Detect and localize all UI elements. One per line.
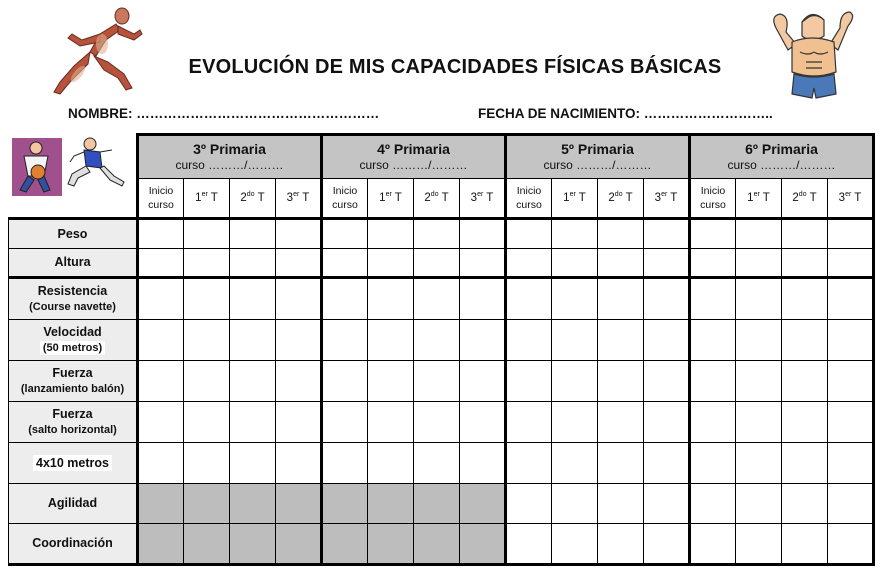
subheader-t: T [759, 191, 770, 204]
entry-cell [460, 524, 506, 565]
subheader-t: T [667, 191, 678, 204]
entry-cell[interactable] [230, 219, 276, 249]
subheader-number: 1 [563, 191, 570, 204]
row-fuerza-salto [9, 402, 874, 443]
entry-cell[interactable] [552, 219, 598, 249]
entry-cell[interactable] [690, 443, 736, 484]
entry-cell[interactable] [598, 219, 644, 249]
subheader-number: 1 [195, 191, 202, 204]
entry-cell[interactable] [552, 361, 598, 402]
entry-cell[interactable] [184, 278, 230, 320]
entry-cell[interactable] [460, 320, 506, 361]
subheader-inicio-curso [322, 179, 368, 219]
entry-cell[interactable] [690, 278, 736, 320]
entry-cell[interactable] [598, 443, 644, 484]
entry-cell[interactable] [322, 249, 368, 278]
grade-curso: curso ………/……… [727, 158, 836, 173]
entry-cell[interactable] [276, 402, 322, 443]
entry-cell[interactable] [690, 524, 736, 565]
subheader-ordinal: er [477, 190, 484, 198]
entry-cell [322, 484, 368, 524]
blank-corner-2 [9, 179, 138, 219]
subheader-text: curso [700, 199, 726, 211]
tracking-table [8, 133, 875, 566]
strongman-illustration [762, 8, 862, 102]
label-main: Resistencia [37, 284, 108, 299]
birthdate-field: FECHA DE NACIMIENTO: ……………………….. [478, 106, 773, 121]
subheader-t: T [391, 191, 402, 204]
entry-cell[interactable] [506, 320, 552, 361]
entry-cell[interactable] [690, 219, 736, 249]
entry-cell[interactable] [782, 278, 828, 320]
entry-cell [276, 524, 322, 565]
entry-cell[interactable] [138, 320, 184, 361]
subheader-t: T [575, 191, 586, 204]
subheader-t: T [483, 191, 494, 204]
entry-cell[interactable] [690, 361, 736, 402]
subheader-t: T [438, 191, 449, 204]
entry-cell [414, 524, 460, 565]
entry-cell[interactable] [782, 249, 828, 278]
entry-cell[interactable] [138, 443, 184, 484]
entry-cell[interactable] [690, 484, 736, 524]
entry-cell[interactable] [322, 219, 368, 249]
row-altura [9, 249, 874, 278]
entry-cell[interactable] [644, 278, 690, 320]
runner-anatomy-illustration [30, 4, 145, 100]
entry-cell [138, 524, 184, 565]
subheader-text: curso [516, 199, 542, 211]
row-fuerza-lanzamiento [9, 361, 874, 402]
entry-cell[interactable] [322, 402, 368, 443]
entry-cell [276, 484, 322, 524]
row-resistencia [9, 278, 874, 320]
row-agilidad [9, 484, 874, 524]
row-coordinacion [9, 524, 874, 565]
subheader-inicio-curso [138, 179, 184, 219]
subheader-number: 2 [240, 191, 247, 204]
grade-name: 5º Primaria [561, 141, 634, 158]
entry-cell [368, 484, 414, 524]
entry-cell[interactable] [460, 219, 506, 249]
entry-cell[interactable] [736, 361, 782, 402]
entry-cell[interactable] [598, 320, 644, 361]
grade-name: 4º Primaria [377, 141, 450, 158]
subheader-t: T [207, 191, 218, 204]
subheader-text: curso [332, 199, 358, 211]
entry-cell[interactable] [322, 443, 368, 484]
subheader-tercer-trimestre [828, 179, 874, 219]
entry-cell [230, 484, 276, 524]
subheader-ordinal: er [385, 190, 392, 198]
grade-name: 3º Primaria [193, 141, 266, 158]
entry-cell[interactable] [506, 484, 552, 524]
entry-cell[interactable] [552, 249, 598, 278]
entry-cell[interactable] [230, 249, 276, 278]
grade-header-3 [138, 135, 322, 179]
row-label-altura: Altura [9, 249, 138, 278]
subheader-ordinal: er [201, 190, 208, 198]
entry-cell[interactable] [690, 249, 736, 278]
entry-cell[interactable] [644, 361, 690, 402]
entry-cell[interactable] [828, 219, 874, 249]
entry-cell[interactable] [230, 443, 276, 484]
grade-curso: curso ………/……… [175, 158, 284, 173]
subheader-inicio-curso [690, 179, 736, 219]
entry-cell[interactable] [506, 219, 552, 249]
subheader-text: Inicio [700, 184, 726, 197]
entry-cell[interactable] [782, 443, 828, 484]
row-label-agilidad: Agilidad [9, 484, 138, 524]
entry-cell[interactable] [460, 361, 506, 402]
subheader-number: 1 [747, 191, 754, 204]
entry-cell[interactable] [414, 219, 460, 249]
entry-cell [184, 484, 230, 524]
entry-cell[interactable] [414, 443, 460, 484]
subheader-number: 3 [654, 191, 662, 204]
entry-cell[interactable] [506, 249, 552, 278]
entry-cell[interactable] [690, 320, 736, 361]
row-label-resistencia [9, 278, 138, 320]
subheader-ordinal: do [246, 190, 255, 198]
subheader-inicio-curso [506, 179, 552, 219]
subheader-ordinal: do [614, 190, 623, 198]
subheader-number: 2 [792, 191, 799, 204]
entry-cell[interactable] [644, 402, 690, 443]
entry-cell[interactable] [184, 402, 230, 443]
row-label-velocidad [9, 320, 138, 361]
entry-cell[interactable] [552, 278, 598, 320]
grade-header-6 [690, 135, 874, 179]
entry-cell[interactable] [368, 402, 414, 443]
entry-cell[interactable] [368, 361, 414, 402]
entry-cell[interactable] [138, 278, 184, 320]
entry-cell[interactable] [368, 219, 414, 249]
entry-cell [460, 484, 506, 524]
row-label-4x10 [9, 443, 138, 484]
subheader-t: T [851, 191, 862, 204]
subheader-number: 3 [286, 191, 294, 204]
subheader-tercer-trimestre [276, 179, 322, 219]
entry-cell[interactable] [782, 524, 828, 565]
subheader-text: Inicio [332, 184, 358, 197]
subheader-primer-trimestre [368, 179, 414, 219]
label-main: 4x10 metros [33, 455, 112, 471]
entry-cell[interactable] [828, 402, 874, 443]
entry-cell [414, 484, 460, 524]
label-main: Fuerza [52, 407, 93, 422]
entry-cell[interactable] [828, 443, 874, 484]
entry-cell[interactable] [552, 320, 598, 361]
subheader-ordinal: do [798, 190, 807, 198]
entry-cell[interactable] [138, 249, 184, 278]
entry-cell [322, 524, 368, 565]
entry-cell[interactable] [276, 320, 322, 361]
entry-cell[interactable] [322, 278, 368, 320]
entry-cell[interactable] [322, 320, 368, 361]
entry-cell[interactable] [276, 219, 322, 249]
entry-cell[interactable] [644, 524, 690, 565]
label-main: Velocidad [43, 325, 102, 340]
entry-cell[interactable] [644, 484, 690, 524]
row-4x10 [9, 443, 874, 484]
subheader-ordinal: er [569, 190, 576, 198]
subheader-ordinal: er [661, 190, 668, 198]
entry-cell[interactable] [782, 484, 828, 524]
entry-cell[interactable] [230, 361, 276, 402]
entry-cell[interactable] [276, 249, 322, 278]
entry-cell [368, 524, 414, 565]
label-sub: (salto horizontal) [28, 424, 117, 437]
page-title: EVOLUCIÓN DE MIS CAPACIDADES FÍSICAS BÁSICAS [188, 56, 722, 78]
subheader-segundo-trimestre [414, 179, 460, 219]
entry-cell[interactable] [506, 278, 552, 320]
entry-cell[interactable] [552, 443, 598, 484]
subheader-segundo-trimestre [598, 179, 644, 219]
entry-cell[interactable] [598, 249, 644, 278]
entry-cell[interactable] [736, 524, 782, 565]
entry-cell[interactable] [184, 249, 230, 278]
subheader-number: 3 [470, 191, 478, 204]
entry-cell[interactable] [184, 443, 230, 484]
entry-cell[interactable] [690, 402, 736, 443]
grade-name: 6º Primaria [745, 141, 818, 158]
entry-cell[interactable] [138, 361, 184, 402]
grade-header-4 [322, 135, 506, 179]
row-label-peso: Peso [9, 219, 138, 249]
subheader-segundo-trimestre [230, 179, 276, 219]
entry-cell[interactable] [368, 320, 414, 361]
entry-cell[interactable] [276, 361, 322, 402]
grade-header-5 [506, 135, 690, 179]
subheader-primer-trimestre [552, 179, 598, 219]
entry-cell[interactable] [598, 278, 644, 320]
entry-cell[interactable] [414, 278, 460, 320]
entry-cell[interactable] [460, 443, 506, 484]
entry-cell[interactable] [368, 278, 414, 320]
entry-cell[interactable] [368, 249, 414, 278]
grade-curso: curso ………/……… [543, 158, 652, 173]
entry-cell[interactable] [184, 219, 230, 249]
entry-cell[interactable] [782, 219, 828, 249]
entry-cell[interactable] [736, 443, 782, 484]
entry-cell[interactable] [782, 361, 828, 402]
entry-cell[interactable] [276, 278, 322, 320]
entry-cell[interactable] [138, 402, 184, 443]
label-sub: (lanzamiento balón) [20, 383, 125, 396]
subheader-t: T [806, 191, 817, 204]
entry-cell[interactable] [736, 219, 782, 249]
entry-cell[interactable] [552, 524, 598, 565]
row-velocidad [9, 320, 874, 361]
subheader-text: curso [148, 199, 174, 211]
entry-cell[interactable] [414, 402, 460, 443]
subheader-tercer-trimestre [460, 179, 506, 219]
subheader-primer-trimestre [184, 179, 230, 219]
subheader-t: T [299, 191, 310, 204]
entry-cell[interactable] [552, 402, 598, 443]
subheader-ordinal: er [293, 190, 300, 198]
entry-cell[interactable] [138, 219, 184, 249]
entry-cell[interactable] [828, 361, 874, 402]
subheader-text: Inicio [148, 184, 174, 197]
subheader-number: 3 [838, 191, 846, 204]
entry-cell [230, 524, 276, 565]
blank-corner [9, 135, 138, 179]
grade-curso: curso ………/……… [359, 158, 468, 173]
entry-cell[interactable] [506, 524, 552, 565]
entry-cell[interactable] [414, 249, 460, 278]
entry-cell[interactable] [736, 249, 782, 278]
entry-cell[interactable] [414, 320, 460, 361]
entry-cell[interactable] [322, 361, 368, 402]
entry-cell[interactable] [644, 320, 690, 361]
entry-cell[interactable] [736, 278, 782, 320]
subheader-number: 2 [424, 191, 431, 204]
entry-cell[interactable] [736, 484, 782, 524]
entry-cell[interactable] [644, 219, 690, 249]
entry-cell[interactable] [828, 484, 874, 524]
entry-cell[interactable] [736, 402, 782, 443]
subheader-t: T [254, 191, 265, 204]
name-field: NOMBRE: ……………………………………………… [68, 106, 380, 121]
entry-cell[interactable] [828, 320, 874, 361]
entry-cell[interactable] [782, 402, 828, 443]
entry-cell[interactable] [828, 249, 874, 278]
entry-cell[interactable] [736, 320, 782, 361]
entry-cell[interactable] [460, 278, 506, 320]
subheader-tercer-trimestre [644, 179, 690, 219]
entry-cell[interactable] [506, 361, 552, 402]
entry-cell[interactable] [184, 320, 230, 361]
entry-cell[interactable] [644, 443, 690, 484]
entry-cell[interactable] [644, 249, 690, 278]
entry-cell[interactable] [230, 402, 276, 443]
row-label-coordinacion: Coordinación [9, 524, 138, 565]
entry-cell[interactable] [598, 484, 644, 524]
entry-cell[interactable] [368, 443, 414, 484]
entry-cell [184, 524, 230, 565]
entry-cell[interactable] [230, 278, 276, 320]
subheader-ordinal: er [845, 190, 852, 198]
row-peso [9, 219, 874, 249]
subheader-ordinal: do [430, 190, 439, 198]
label-sub: (50 metros) [40, 341, 105, 355]
entry-cell [138, 484, 184, 524]
entry-cell[interactable] [230, 320, 276, 361]
subheader-segundo-trimestre [782, 179, 828, 219]
row-label-fuerza-lanzamiento [9, 361, 138, 402]
entry-cell[interactable] [598, 361, 644, 402]
entry-cell[interactable] [598, 524, 644, 565]
entry-cell[interactable] [460, 249, 506, 278]
entry-cell[interactable] [460, 402, 506, 443]
entry-cell[interactable] [276, 443, 322, 484]
entry-cell[interactable] [828, 278, 874, 320]
entry-cell[interactable] [506, 402, 552, 443]
subheader-ordinal: er [753, 190, 760, 198]
entry-cell[interactable] [598, 402, 644, 443]
entry-cell[interactable] [414, 361, 460, 402]
entry-cell[interactable] [552, 484, 598, 524]
entry-cell[interactable] [828, 524, 874, 565]
subheader-text: Inicio [516, 184, 542, 197]
label-main: Fuerza [52, 366, 93, 381]
subheader-t: T [622, 191, 633, 204]
subheader-number: 1 [379, 191, 386, 204]
entry-cell[interactable] [184, 361, 230, 402]
row-label-fuerza-salto [9, 402, 138, 443]
entry-cell[interactable] [782, 320, 828, 361]
subheader-number: 2 [608, 191, 615, 204]
label-sub: (Course navette) [29, 301, 116, 314]
entry-cell[interactable] [506, 443, 552, 484]
subheader-primer-trimestre [736, 179, 782, 219]
